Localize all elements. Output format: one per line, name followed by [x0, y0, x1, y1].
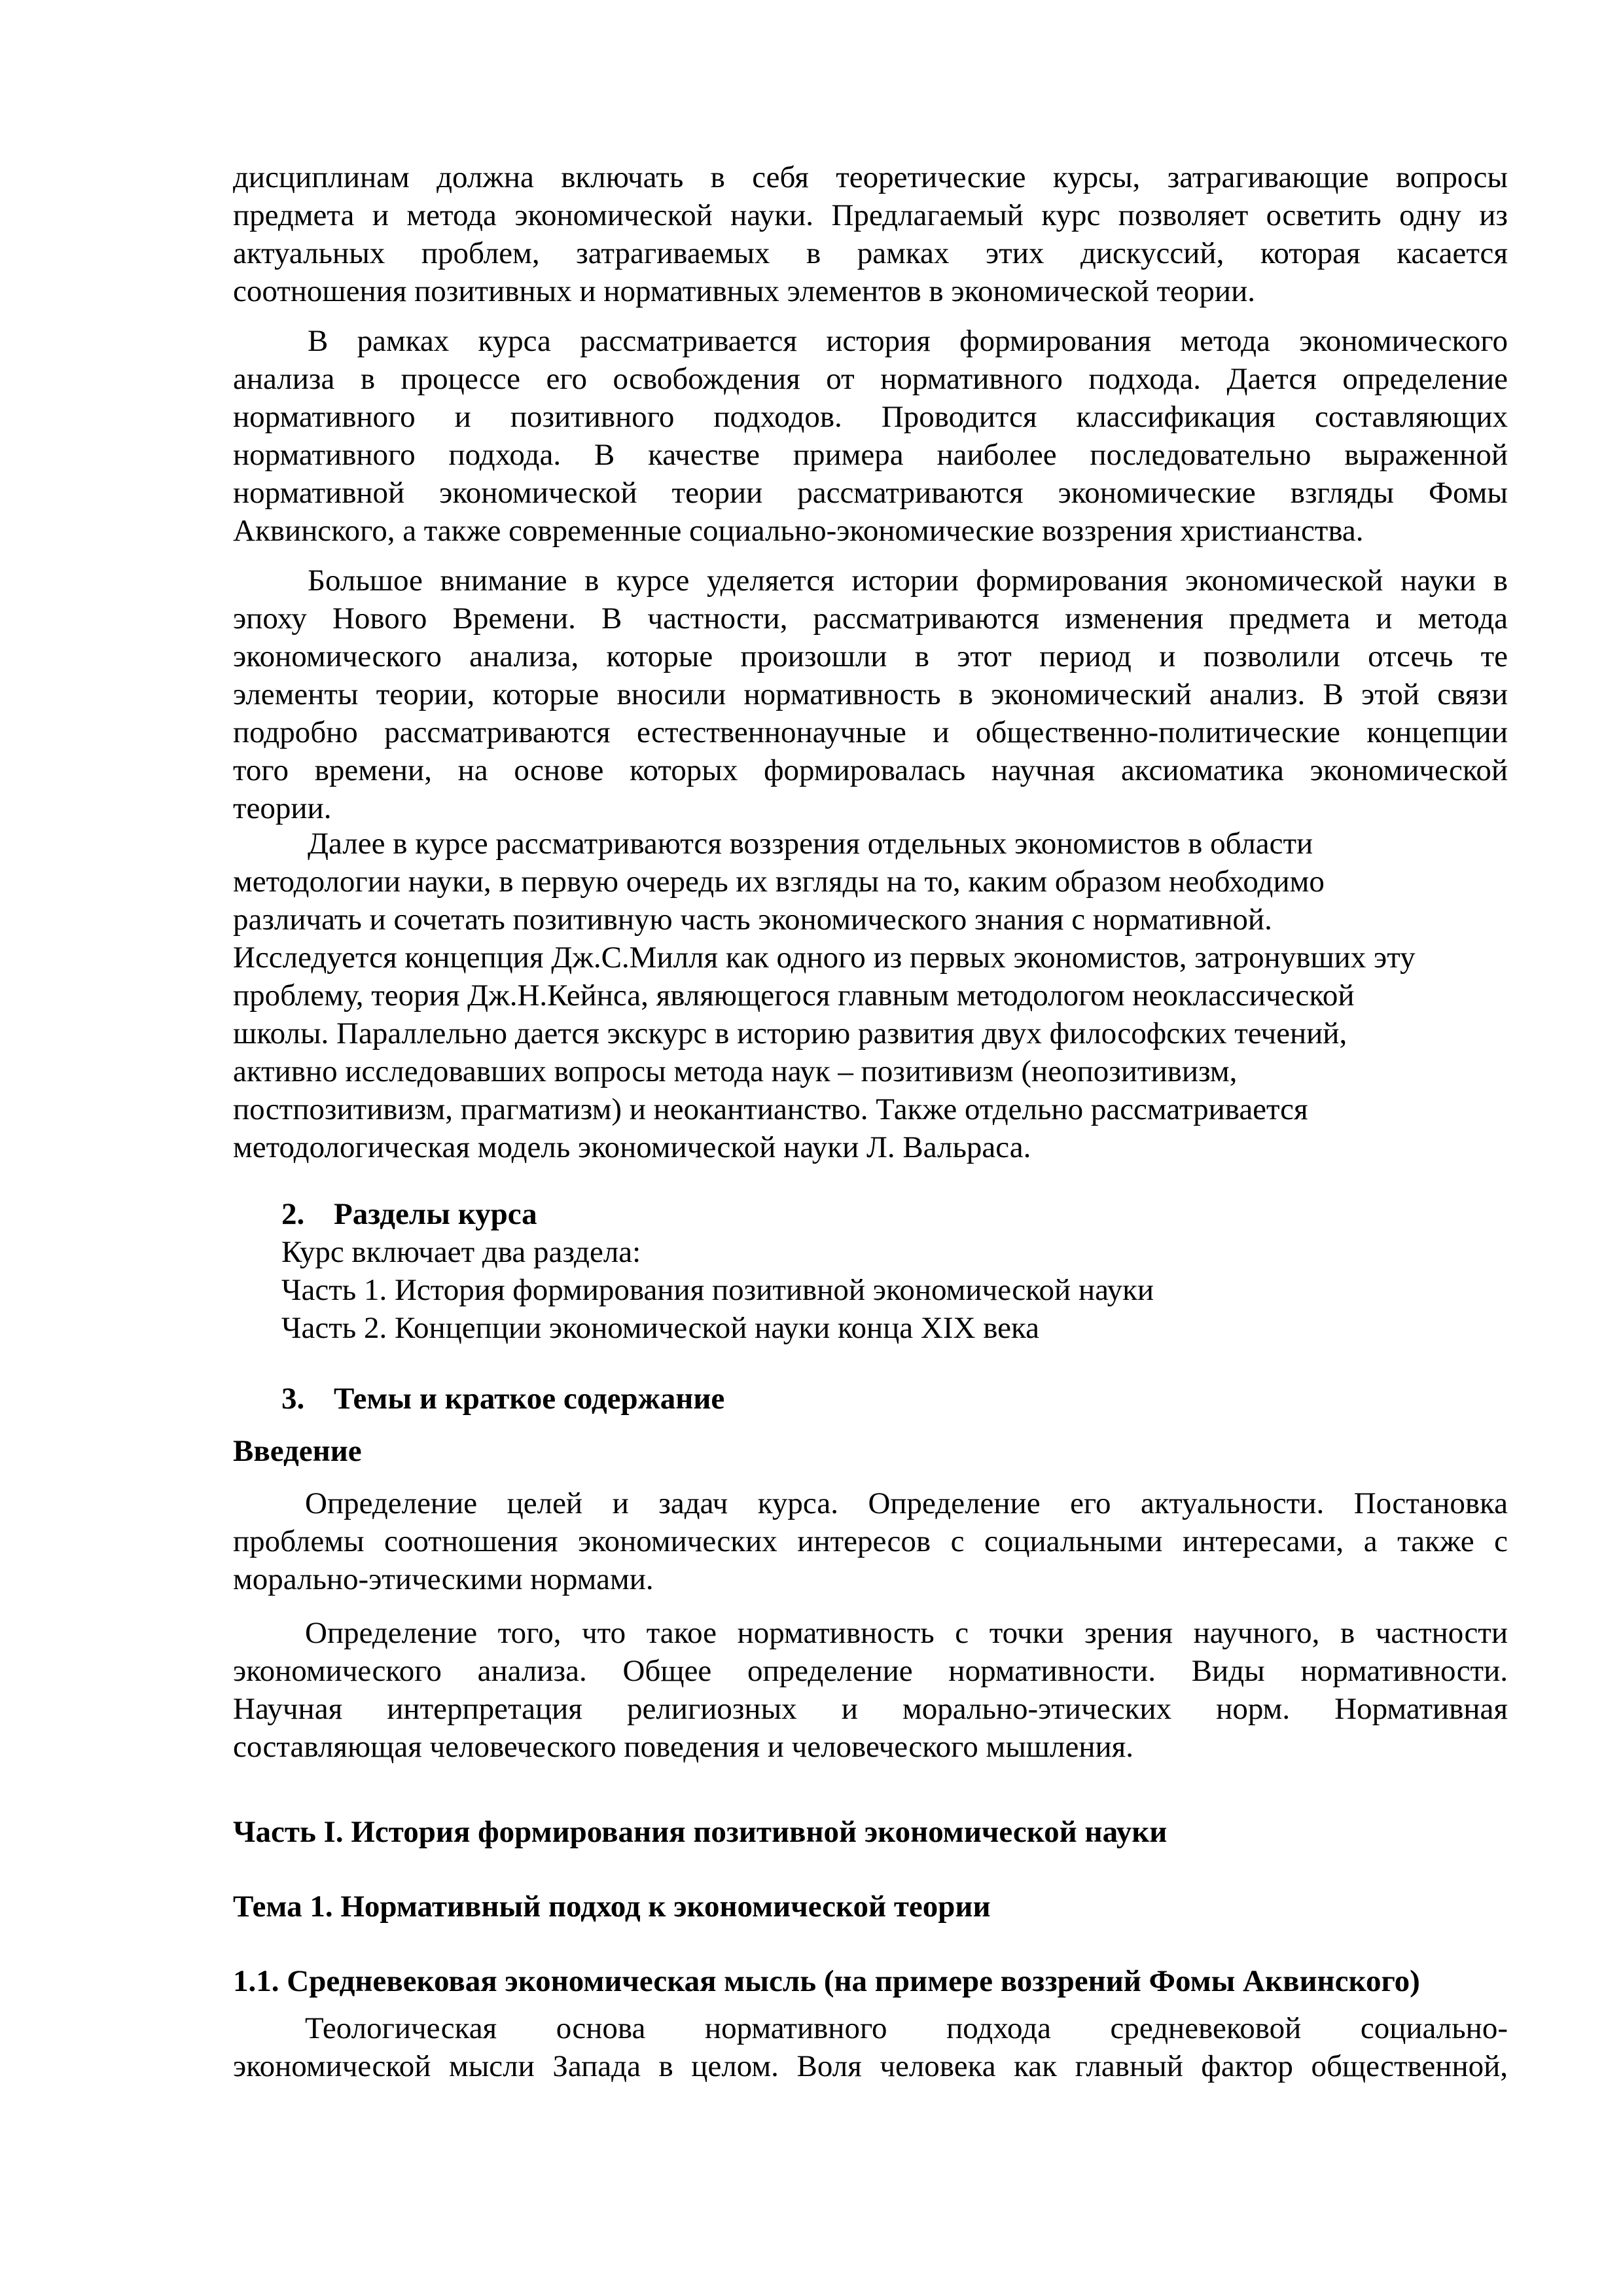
- text-line: анализа в процессе его освобождения от нормативного подхода. Дается определение: [233, 362, 1508, 396]
- section-number: 2.: [281, 1197, 305, 1231]
- paragraph-2: [233, 322, 1508, 550]
- text-line: Аквинского, а также современные социально-экономические воззрения христианства.: [233, 514, 1364, 548]
- text-line: подробно рассматриваются естественнонаучные и общественно-политические концепции: [233, 715, 1508, 749]
- paragraph-4: [233, 825, 1508, 1166]
- text-line: Большое внимание в курсе уделяется истории формирования экономической науки в: [308, 564, 1508, 598]
- text-line: Исследуется концепция Дж.С.Милля как одного из первых экономистов, затронувших эту: [233, 941, 1416, 975]
- section-3-heading: [281, 1380, 724, 1418]
- subtopic-1-1-heading: 1.1. Средневековая экономическая мысль (на примере воззрений Фомы Аквинского): [233, 1964, 1420, 1998]
- text-line: проблемы соотношения экономических интересов с социальными интересами, а также с: [233, 1524, 1508, 1558]
- text-line: различать и сочетать позитивную часть экономического знания с нормативной.: [233, 903, 1272, 937]
- text-line: нормативной экономической теории рассматриваются экономические взгляды Фомы: [233, 476, 1508, 510]
- part-1-heading: Часть I. История формирования позитивной экономической науки: [233, 1815, 1168, 1849]
- paragraph-6: [233, 1614, 1508, 1766]
- text-line: школы. Параллельно дается экскурс в историю развития двух философских течений,: [233, 1016, 1347, 1050]
- text-line: эпоху Нового Времени. В частности, рассматриваются изменения предмета и метода: [233, 601, 1508, 636]
- text-line: методологическая модель экономической науки Л. Вальраса.: [233, 1130, 1031, 1164]
- section-2-line: Курс включает два раздела:: [281, 1235, 641, 1269]
- section-2-heading: [281, 1195, 537, 1233]
- text-line: дисциплинам должна включать в себя теоретические курсы, затрагивающие вопросы: [233, 160, 1508, 194]
- text-line: проблему, теория Дж.Н.Кейнса, являющегося главным методологом неоклассической: [233, 978, 1355, 1013]
- text-line: Определение того, что такое нормативность с точки зрения научного, в частности: [305, 1616, 1508, 1650]
- text-line: активно исследовавших вопросы метода наук – позитивизм (неопозитивизм,: [233, 1054, 1238, 1088]
- paragraph-3: [233, 562, 1508, 827]
- paragraph-7: [233, 2009, 1508, 2085]
- text-line: Определение целей и задач курса. Определение его актуальности. Постановка: [305, 1486, 1508, 1520]
- text-line: актуальных проблем, затрагиваемых в рамках этих дискуссий, которая касается: [233, 236, 1508, 270]
- text-line: нормативного и позитивного подходов. Проводится классификация составляющих: [233, 400, 1508, 434]
- paragraph-5: [233, 1484, 1508, 1598]
- section-number: 3.: [281, 1382, 305, 1416]
- text-line: элементы теории, которые вносили нормативность в экономический анализ. В этой связи: [233, 677, 1508, 711]
- text-line: методологии науки, в первую очередь их взгляды на то, каким образом необходимо: [233, 865, 1325, 899]
- text-line: того времени, на основе которых формировалась научная аксиоматика экономической: [233, 753, 1508, 787]
- text-line: Далее в курсе рассматриваются воззрения отдельных экономистов в области: [308, 827, 1313, 861]
- paragraph-1: [233, 158, 1508, 310]
- text-line: Теологическая основа нормативного подхода средневековой социально-: [305, 2011, 1508, 2045]
- text-line: Научная интерпретация религиозных и морально-этических норм. Нормативная: [233, 1692, 1508, 1726]
- text-line: морально-этическими нормами.: [233, 1562, 654, 1596]
- section-2-line: Часть 2. Концепции экономической науки конца XIX века: [281, 1311, 1039, 1345]
- section-2-line: Часть 1. История формирования позитивной экономической науки: [281, 1273, 1154, 1307]
- section-title: Темы и краткое содержание: [334, 1382, 725, 1416]
- text-line: экономического анализа. Общее определение нормативности. Виды нормативности.: [233, 1654, 1508, 1688]
- text-line: предмета и метода экономической науки. Предлагаемый курс позволяет осветить одну из: [233, 198, 1508, 232]
- text-line: В рамках курса рассматривается история формирования метода экономического: [308, 324, 1508, 358]
- text-line: нормативного подхода. В качестве примера наиболее последовательно выраженной: [233, 438, 1508, 472]
- text-line: экономического анализа, которые произошли в этот период и позволили отсечь те: [233, 639, 1508, 673]
- text-line: экономической мысли Запада в целом. Воля человека как главный фактор общественной,: [233, 2049, 1508, 2083]
- section-title: Разделы курса: [334, 1197, 537, 1231]
- topic-1-heading: Тема 1. Нормативный подход к экономической теории: [233, 1890, 991, 1924]
- text-line: постпозитивизм, прагматизм) и неокантианство. Также отдельно рассматривается: [233, 1092, 1308, 1126]
- text-line: составляющая человеческого поведения и человеческого мышления.: [233, 1730, 1133, 1764]
- intro-heading: Введение: [233, 1434, 362, 1468]
- text-line: теории.: [233, 791, 332, 825]
- text-line: соотношения позитивных и нормативных элементов в экономической теории.: [233, 274, 1255, 308]
